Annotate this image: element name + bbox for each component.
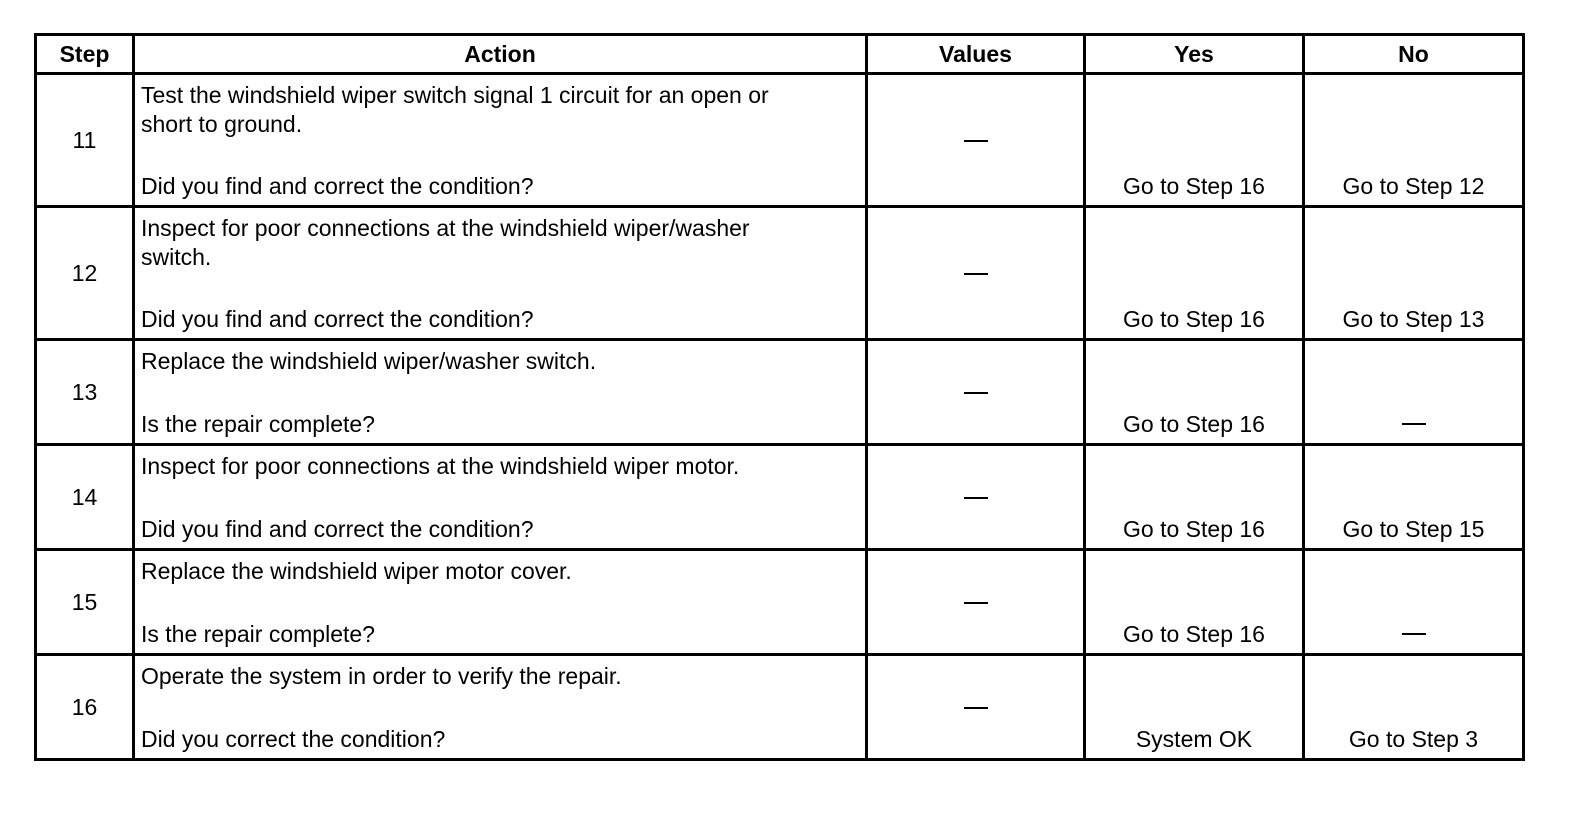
no-cell (1304, 207, 1524, 340)
no-cell (1304, 445, 1524, 550)
action-text: Inspect for poor connections at the windshield wiper/washer switch. (141, 215, 750, 270)
values-dash (964, 273, 988, 275)
yes-cell (1085, 445, 1304, 550)
header-no: No (1304, 35, 1524, 74)
action-text: Replace the windshield wiper/washer switch. (141, 348, 597, 374)
diagnostic-steps-table (34, 33, 1525, 761)
values-dash (964, 602, 988, 604)
action-question: Is the repair complete? (141, 411, 375, 437)
step-number: 11 (36, 74, 134, 207)
action-cell (134, 74, 867, 207)
values-cell (867, 655, 1085, 760)
action-text: Inspect for poor connections at the windshield wiper motor. (141, 453, 740, 479)
step-number: 12 (36, 207, 134, 340)
action-text: Test the windshield wiper switch signal 1 circuit for an open or short to ground. (141, 82, 769, 137)
values-dash (964, 392, 988, 394)
no-result-dash (1402, 423, 1426, 425)
table-row (36, 74, 1524, 207)
yes-cell (1085, 550, 1304, 655)
action-cell (134, 445, 867, 550)
table-row (36, 655, 1524, 760)
yes-cell (1085, 340, 1304, 445)
header-step: Step (36, 35, 134, 74)
action-question: Is the repair complete? (141, 621, 375, 647)
yes-result: Go to Step 16 (1123, 411, 1265, 437)
table-row (36, 207, 1524, 340)
yes-result: Go to Step 16 (1123, 621, 1265, 647)
values-dash (964, 140, 988, 142)
values-cell (867, 74, 1085, 207)
step-number: 15 (36, 550, 134, 655)
action-cell (134, 207, 867, 340)
action-question: Did you find and correct the condition? (141, 173, 534, 199)
step-number: 16 (36, 655, 134, 760)
yes-result: System OK (1135, 726, 1253, 752)
step-number: 14 (36, 445, 134, 550)
yes-cell (1085, 74, 1304, 207)
values-dash (964, 497, 988, 499)
action-question: Did you correct the condition? (141, 726, 446, 752)
action-question: Did you find and correct the condition? (141, 306, 534, 332)
no-result: Go to Step 12 (1342, 173, 1485, 199)
values-cell (867, 340, 1085, 445)
action-text: Replace the windshield wiper motor cover. (141, 558, 572, 584)
no-result: Go to Step 13 (1342, 306, 1485, 332)
no-result: Go to Step 15 (1342, 516, 1485, 542)
no-result: Go to Step 3 (1348, 726, 1479, 752)
table-row (36, 340, 1524, 445)
action-cell (134, 655, 867, 760)
values-dash (964, 707, 988, 709)
table-header-row (36, 35, 1524, 74)
yes-cell (1085, 207, 1304, 340)
action-cell (134, 550, 867, 655)
action-question: Did you find and correct the condition? (141, 516, 534, 542)
yes-result: Go to Step 16 (1123, 173, 1265, 199)
header-action: Action (134, 35, 867, 74)
values-cell (867, 550, 1085, 655)
step-number: 13 (36, 340, 134, 445)
header-values: Values (867, 35, 1085, 74)
yes-result: Go to Step 16 (1123, 306, 1265, 332)
values-cell (867, 445, 1085, 550)
no-cell (1304, 74, 1524, 207)
yes-result: Go to Step 16 (1123, 516, 1265, 542)
no-cell (1304, 550, 1524, 655)
no-result-dash (1402, 633, 1426, 635)
values-cell (867, 207, 1085, 340)
no-cell (1304, 340, 1524, 445)
action-text: Operate the system in order to verify the repair. (141, 663, 622, 689)
table-row (36, 550, 1524, 655)
action-cell (134, 340, 867, 445)
yes-cell (1085, 655, 1304, 760)
no-cell (1304, 655, 1524, 760)
table-row (36, 445, 1524, 550)
header-yes: Yes (1085, 35, 1304, 74)
